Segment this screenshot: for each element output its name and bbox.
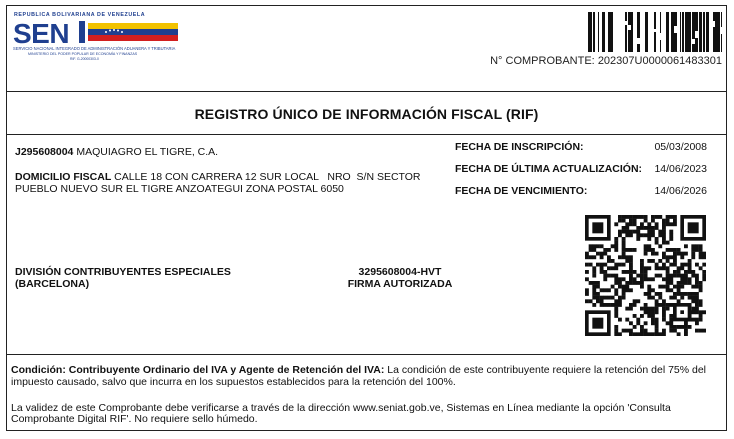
validez-text: La validez de este Comprobante debe verificarse a través de la dirección www.seniat.gob.ve, Sistemas en Línea mediante la opción 'Consulta Comprobante Digital RIF'. No requiere sello húmedo.: [11, 402, 671, 425]
domicilio-fiscal: [15, 171, 455, 195]
condicion-label: Condición: Contribuyente Ordinario del IVA y Agente de Retención del IVA:: [11, 364, 385, 376]
comprobante-label: N° COMPROBANTE:: [490, 55, 595, 67]
firma-label: FIRMA AUTORIZADA: [347, 278, 453, 290]
taxpayer-name: MAQUIAGRO EL TIGRE, C.A.: [76, 146, 219, 158]
comprobante-number: [490, 55, 722, 67]
logo-brand-left: SEN: [13, 18, 70, 49]
comprobante-value: 202307U0000061483301: [597, 55, 722, 67]
date-label: FECHA DE VENCIMIENTO:: [455, 185, 588, 197]
condicion-text: [11, 364, 723, 388]
header-divider: [6, 91, 727, 92]
domicilio-line1: CALLE 18 CON CARRERA 12 SUR LOCAL NRO S/N SECTOR: [114, 171, 421, 183]
taxpayer-rif: J295608004: [15, 146, 74, 158]
title-divider: [6, 134, 727, 135]
footer-divider: [6, 354, 727, 355]
date-value: 05/03/2008: [654, 141, 707, 153]
date-label: FECHA DE INSCRIPCIÓN:: [455, 141, 584, 153]
logo-line2: MINISTERIO DEL PODER POPULAR DE ECONOMÍA Y FINANZAS: [28, 52, 138, 56]
division-line1: DIVISIÓN CONTRIBUYENTES ESPECIALES: [15, 266, 231, 278]
date-row-vencimiento: [455, 185, 707, 199]
firma-code: 3295608004-HVT: [358, 266, 442, 278]
date-row-inscripcion: [455, 141, 707, 155]
logo-line1: SERVICIO NACIONAL INTEGRADO DE ADMINISTRACIÓN ADUANERA Y TRIBUTARIA: [13, 46, 176, 51]
division-line2: (BARCELONA): [15, 278, 90, 290]
date-row-actualizacion: [455, 163, 707, 177]
division-block: [15, 266, 231, 290]
logo-republic-text: REPUBLICA BOLIVARIANA DE VENEZUELA: [14, 12, 146, 18]
comprobante-barcode: [588, 12, 723, 52]
date-value: 14/06/2023: [654, 163, 707, 175]
seniat-logo: [10, 9, 195, 67]
date-label: FECHA DE ÚLTIMA ACTUALIZACIÓN:: [455, 163, 643, 175]
logo-line3: RIF. G-20000303-0: [70, 57, 99, 61]
firma-block: [330, 266, 470, 290]
domicilio-line2: PUEBLO NUEVO SUR EL TIGRE ANZOATEGUI ZONA POSTAL 6050: [15, 183, 344, 195]
document-title: REGISTRO ÚNICO DE INFORMACIÓN FISCAL (RIF): [194, 106, 539, 122]
date-value: 14/06/2026: [654, 185, 707, 197]
taxpayer-rif-line: [15, 146, 218, 158]
condicion-body: La condición de este contribuyente requiere la retención del 75% del impuesto causado, salvo que incurra en los supuestos establecidos para la retención del 100%.: [11, 364, 707, 388]
qr-code: [585, 215, 706, 336]
domicilio-label: DOMICILIO FISCAL: [15, 171, 112, 183]
